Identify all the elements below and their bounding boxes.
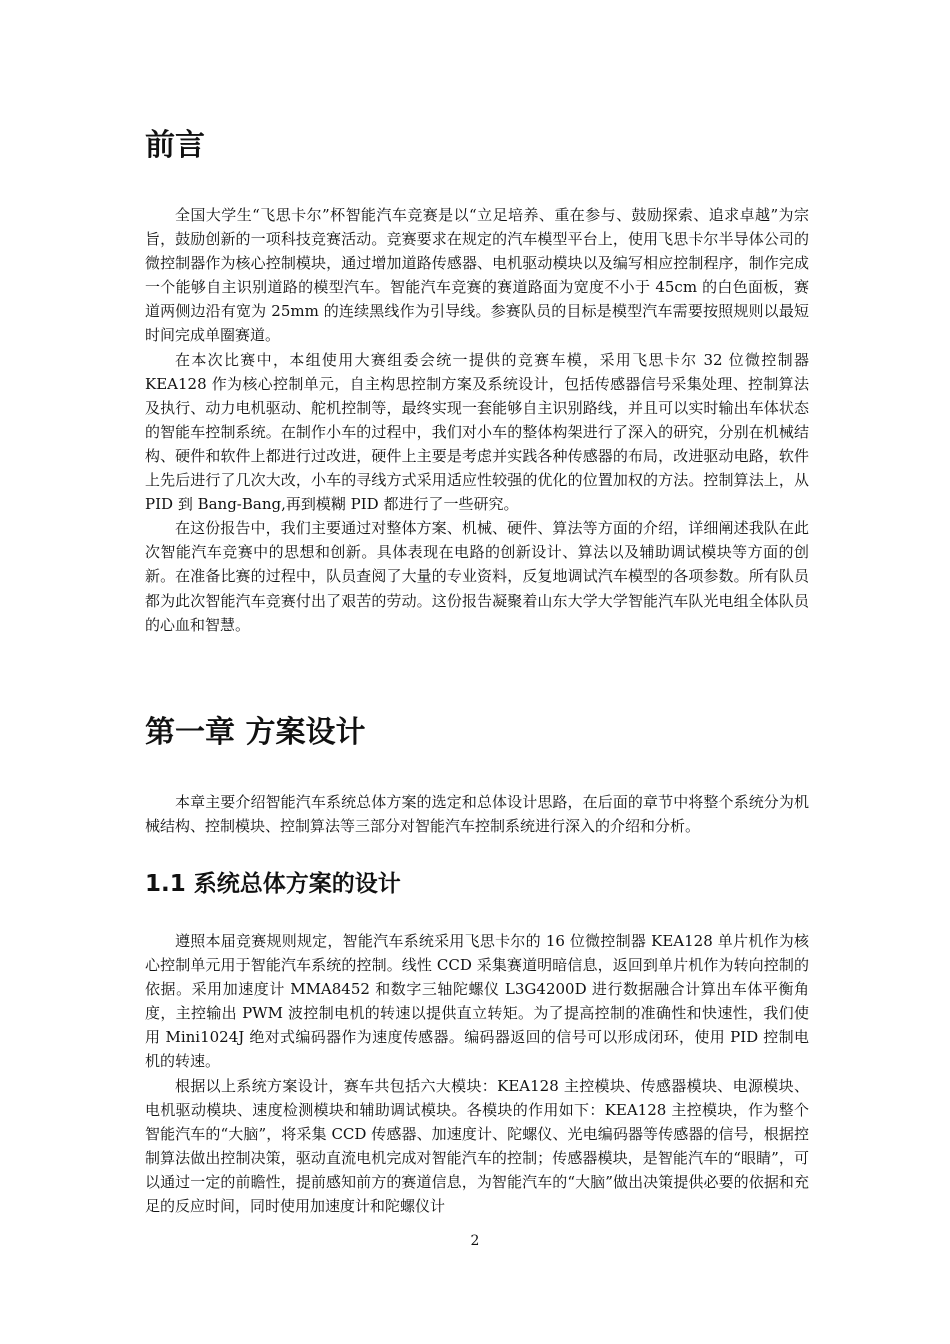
page-number: 2 <box>470 1233 480 1249</box>
chapter-intro-paragraph: 本章主要介绍智能汽车系统总体方案的选定和总体设计思路，在后面的章节中将整个系统分为机械结构、控制模块、控制算法等三部分对智能汽车控制系统进行深入的介绍和分析。 <box>145 793 809 836</box>
section-paragraph-1: 遵照本届竞赛规则规定，智能汽车系统采用飞思卡尔的 16 位微控制器 KEA128 单片机作为核心控制单元用于智能汽车系统的控制。线性 CCD 采集赛道明暗信息，返回到单片机作为转向控制的依据。采用加速度计 MMA8452 和数字三轴陀螺仪 L3G4200D 进行数据融合计算出车体平衡角度，主控输出 PWM 波控制电机的转速以提供直立转矩。为了提高控制的准确性和快速性，我们使用 Mini1024J 绝对式编码器作为速度传感器。编码器返回的信号可以形成闭环，使用 PID 控制电机的转速。 <box>145 932 809 1071</box>
chapter-intro <box>145 790 809 838</box>
section-body <box>145 929 809 1218</box>
preface-paragraph-1: 全国大学生“飞思卡尔”杯智能汽车竞赛是以“立足培养、重在参与、鼓励探索、追求卓越”为宗旨，鼓励创新的一项科技竞赛活动。竞赛要求在规定的汽车模型平台上，使用飞思卡尔半导体公司的微控制器作为核心控制模块，通过增加道路传感器、电机驱动模块以及编写相应控制程序，制作完成一个能够自主识别道路的模型汽车。智能汽车竞赛的赛道路面为宽度不小于 45cm 的白色面板，赛道两侧边沿有宽为 25mm 的连续黑线作为引导线。参赛队员的目标是模型汽车需要按照规则以最短时间完成单圈赛道。 <box>145 206 809 345</box>
preface-paragraph-3: 在这份报告中，我们主要通过对整体方案、机械、硬件、算法等方面的介绍，详细阐述我队在此次智能汽车竞赛中的思想和创新。具体表现在电路的创新设计、算法以及辅助调试模块等方面的创新。在准备比赛的过程中，队员查阅了大量的专业资料，反复地调试汽车模型的各项参数。所有队员都为此次智能汽车竞赛付出了艰苦的劳动。这份报告凝聚着山东大学大学智能汽车队光电组全体队员的心血和智慧。 <box>145 519 809 634</box>
preface-title: 前言 <box>145 128 205 163</box>
preface-body <box>145 203 809 637</box>
preface-paragraph-2: 在本次比赛中，本组使用大赛组委会统一提供的竞赛车模，采用飞思卡尔 32 位微控制器 KEA128 作为核心控制单元，自主构思控制方案及系统设计，包括传感器信号采集处理、控制算法及执行、动力电机驱动、舵机控制等，最终实现一套能够自主识别路线，并且可以实时输出车体状态的智能车控制系统。在制作小车的过程中，我们对小车的整体构架进行了深入的研究，分别在机械结构、硬件和软件上都进行过改进，硬件上主要是考虑并实践各种传感器的布局，改进驱动电路，软件上先后进行了几次大改，小车的寻线方式采用适应性较强的优化的位置加权的方法。控制算法上，从 PID 到 Bang-Bang,再到模糊 PID 都进行了一些研究。 <box>145 350 809 514</box>
section-paragraph-2: 根据以上系统方案设计，赛车共包括六大模块：KEA128 主控模块、传感器模块、电源模块、电机驱动模块、速度检测模块和辅助调试模块。各模块的作用如下：KEA128 主控模块，作为整个智能汽车的“大脑”，将采集 CCD 传感器、加速度计、陀螺仪、光电编码器等传感器的信号，根据控制算法做出控制决策，驱动直流电机完成对智能汽车的控制；传感器模块，是智能汽车的“眼睛”，可以通过一定的前瞻性，提前感知前方的赛道信息，为智能汽车的“大脑”做出决策提供必要的依据和充足的反应时间，同时使用加速度计和陀螺仪计 <box>145 1076 809 1216</box>
section-title: 1.1 系统总体方案的设计 <box>145 871 401 897</box>
chapter-title: 第一章 方案设计 <box>145 715 366 750</box>
